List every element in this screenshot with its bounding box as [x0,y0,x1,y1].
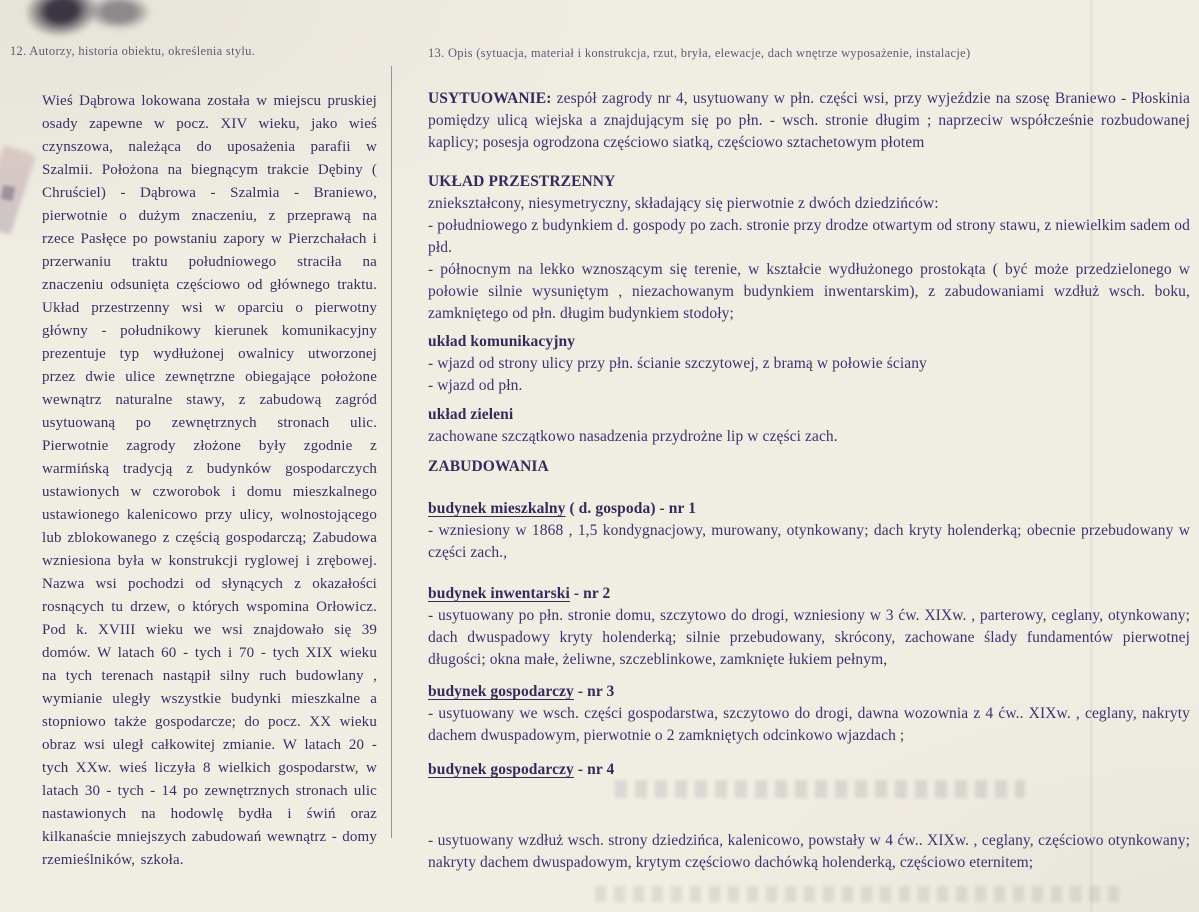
circulation-layout-line: - wjazd od płn. [428,377,523,394]
building-3-title: budynek gospodarczy [428,683,574,700]
building-1-title: budynek mieszkalny [428,500,566,517]
building-3-number: - nr 3 [573,683,615,700]
building-3-description: - usytuowany we wsch. części gospodarstwa, szczytowo do drogi, dawna wozownia z 4 ćw.. XIXw. , ceglany, nakryty dachem dwuspadowym, pierwotnie o 2 zamkniętych odcinkowo wjazdach ; [428,705,1190,744]
building-2-description: - usytuowany po płn. stronie domu, szczytowo do drogi, wzniesiony w 3 ćw. XIXw. , parterowy, ceglany, otynkowany; dach dwuspadowy kryty holenderką; silnie przebudowany, skrócony, zachowane ślady fundamentów pierwotnej długości; okna małe, żeliwne, szczeblinkowe, zamknięte łukiem pełnym, [428,607,1190,668]
column-divider [391,66,392,838]
building-3-heading [428,681,1190,703]
building-4-description: - usytuowany wzdłuż wsch. strony dziedzińca, kalenicowo, powstały w 4 ćw.. XIXw. , ceglany, częściowo otynkowany; nakryty dachem dwuspadowym, krytym częściowo dachówką holenderką, częściowo eternitem; [428,832,1190,871]
circulation-layout-heading: układ komunikacyjny [428,333,576,350]
situation-text: zespół zagrody nr 4, usytuowany w płn. części wsi, przy wyjeździe na szosę Braniewo - Płoskinia pomiędzy ulicą wiejska a znajdującym się po płn. - wsch. stronie długim ; naprzeciw współcześnie rozbudowanej kaplicy; posesja ogrodzona częściowo siatką, częściowo sztachetowym płotem [428,90,1190,151]
spatial-layout-line: zniekształcony, niesymetryczny, składający się pierwotnie z dwóch dziedzińców: [428,195,939,212]
building-4-number: - nr 4 [573,761,615,778]
ink-smudge [86,0,152,30]
greenery-layout-heading: układ zieleni [428,406,514,423]
building-2-title: budynek inwentarski [428,585,570,602]
spatial-layout-heading: UKŁAD PRZESTRZENNY [428,173,616,190]
building-2-heading [428,583,1190,605]
building-1-heading [428,498,1190,520]
description-column [428,88,1190,874]
situation-label: USYTUOWANIE: [428,90,552,107]
building-4-title: budynek gospodarczy [428,761,574,778]
field-12-label: 12. Autorzy, historia obiektu, określenia stylu. [10,44,256,58]
field-13-label: 13. Opis (sytuacja, materiał i konstrukcja, rzut, bryła, elewacje, dach wnętrze wyposażenie, instalacje) [428,46,971,60]
bleed-through-text [595,886,1125,902]
village-history-text: Wieś Dąbrowa lokowana została w miejscu pruskiej osady zapewne w pocz. XIV wieku, jako wieś czynszowa, należąca do uposażenia parafii w Szalmii. Położona na biegnącym trakcie Dębiny ( Chruściel) - Dąbrowa - Szalmia - Braniewo, pierwotnie o dużym znaczeniu, z przeprawą na rzece Pasłęce po powstaniu zapory w Pierzchałach i przerwaniu traktu południowego straciła na znaczeniu odsunięta częściowo od głównego traktu. Układ przestrzenny wsi w oparciu o pierwotny główny - południkowy kierunek komunikacyjny prezentuje typ wydłużonej owalnicy utworzonej przez dwie ulice zewnętrzne obiegające położone wewnątrz naturalne stawy, z zabudową zagród usytuowaną po zewnętrznych stronach ulic. Pierwotnie zagrody złożone były zgodnie z warmińską tradycją z budynków gospodarczych ustawionych w czworobok i domu mieszkalnego ustawionego kalenicowo przy ulicy, wolnostojącego lub zblokowanego z częścią gospodarczą; Zabudowa wzniesiona była w konstrukcji ryglowej i zrębowej. Nazwa wsi pochodzi od słynących z okazałości rosnących tu drzew, o których wspomina Orłowicz. Pod k. XVIII wieku we wsi znajdowało się 39 domów. W latach 60 - tych i 70 - tych XIX wieku na tych terenach nastąpił silny ruch budowlany , wymianie uległy wszystkie budynki mieszkalne a stopniowo także gospodarcze; do pocz. XX wieku obraz wsi uległ całkowitej zmianie. W latach 20 - tych XXw. wieś liczyła 8 wielkich gospodarstw, w latach 30 - tych - 14 po zewnętrznych stronach ulic nastawionych na hodowlę bydła i świń oraz kilkanaście mniejszych zabudowań wewnątrz - domy rzemieślników, szkoła. [42,93,378,868]
building-1-description: - wzniesiony w 1868 , 1,5 kondygnacjowy, murowany, otynkowany; dach kryty holenderką; obecnie przebudowany w części zach., [428,522,1190,561]
building-1-number: ( d. gospoda) - nr 1 [565,500,697,517]
situation-paragraph [428,88,1190,154]
buildings-heading: ZABUDOWANIA [428,458,549,475]
spatial-layout-line: - północnym na lekko wznoszącym się terenie, w kształcie wydłużonego prostokąta ( być może przedzielonego w połowie silnie wysuniętym , niezachowanym budynkiem inwentarskim), z zabudowaniami wzdłuż wsch. boku, zamkniętego od płn. długim budynkiem stodoły; [428,261,1190,322]
greenery-layout-line: zachowane szczątkowo nasadzenia przydrożne lip w części zach. [428,428,838,445]
spatial-layout-line: - południowego z budynkiem d. gospody po zach. stronie przy drodze otwartym od strony stawu, z niewielkim sadem od płd. [428,217,1190,256]
building-2-number: - nr 2 [569,585,611,602]
circulation-layout-line: - wjazd od strony ulicy przy płn. ścianie szczytowej, z bramą w połowie ściany [428,355,927,372]
building-4-heading [428,759,1190,781]
